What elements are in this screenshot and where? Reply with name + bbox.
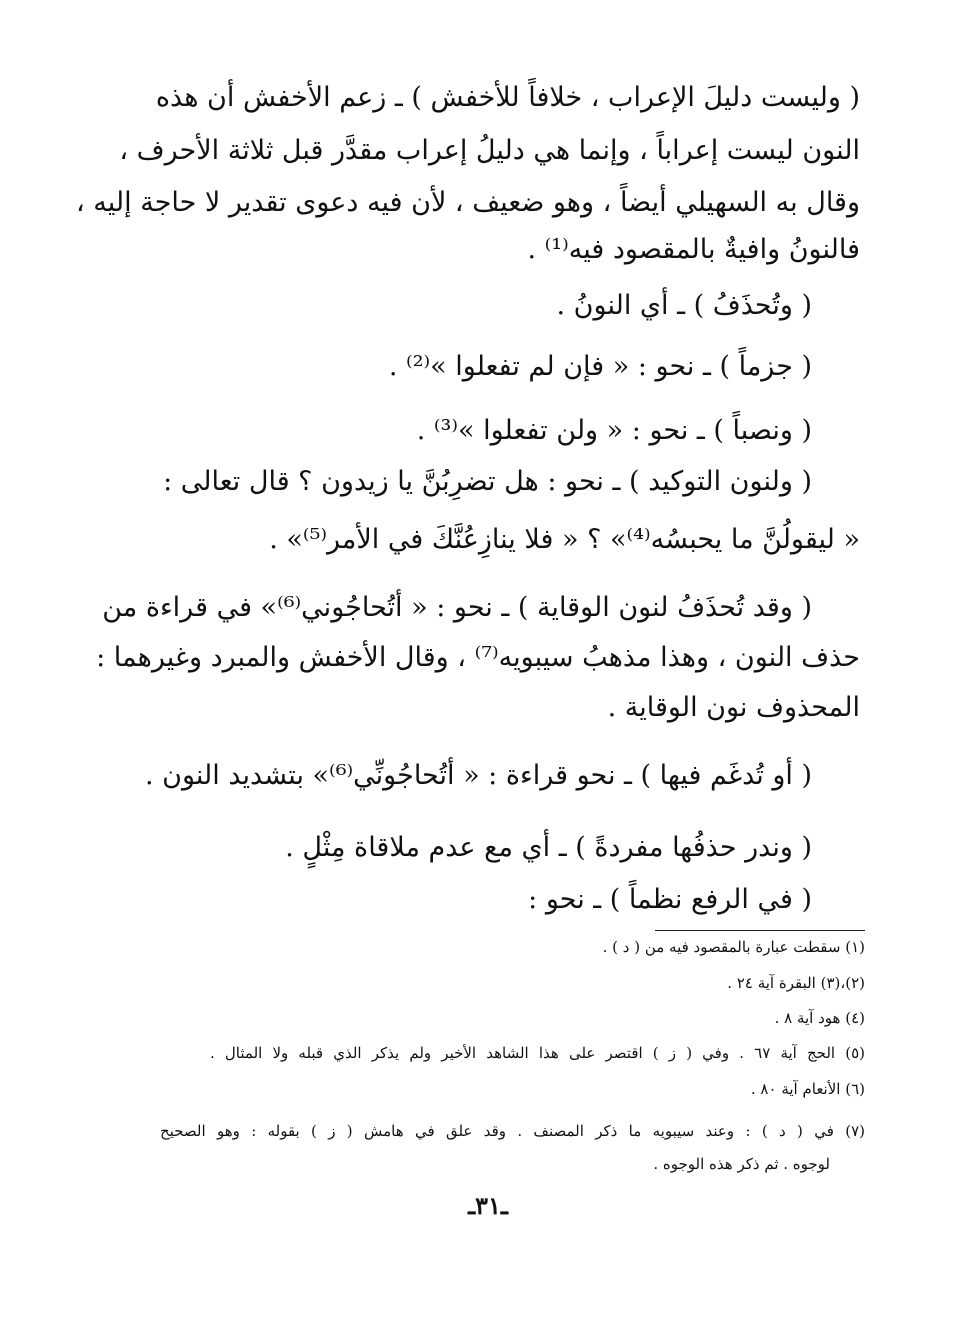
page-number: ـ٣١ـ <box>468 1191 508 1220</box>
body-line-7: ( ونصباً ) ـ نحو : « ولن تفعلوا »⁽³⁾ . <box>416 415 812 446</box>
footnote-separator <box>655 930 865 931</box>
footnote-2: (٢)،(٣) البقرة آية ٢٤ . <box>727 974 865 992</box>
body-line-5: ( وتُحذَفُ ) ـ أي النونُ . <box>556 290 812 321</box>
footnote-4: (٥) الحج آية ٦٧ . وفي ( ز ) اقتصر على هذا الشاهد الأخير ولم يذكر الذي قبله ولا المثال . <box>210 1044 865 1062</box>
body-line-11: حذف النون ، وهذا مذهبُ سيبويه⁽⁷⁾ ، وقال الأخفش والمبرد وغيرهما : <box>96 642 860 673</box>
footnote-3: (٤) هود آية ٨ . <box>774 1009 865 1027</box>
body-line-4: فالنونُ وافيةٌ بالمقصود فيه⁽¹⁾ . <box>527 234 860 265</box>
body-line-13: ( أو تُدغَم فيها ) ـ نحو قراءة : « أتُحاجُونِّي⁽⁶⁾» بتشديد النون . <box>144 760 812 791</box>
footnote-6-continued: لوجوه . ثم ذكر هذه الوجوه . <box>653 1155 830 1173</box>
footnote-6: (٧) في ( د ) : وعند سيبويه ما ذكر المصنف . وقد علق في هامش ( ز ) بقوله : وهو الصحيح <box>160 1122 865 1140</box>
body-line-9: « ليقولُنَّ ما يحبسُه⁽⁴⁾» ؟ « فلا ينازِعُنَّكَ في الأمر⁽⁵⁾» . <box>269 524 860 555</box>
body-line-6: ( جزماً ) ـ نحو : « فإن لم تفعلوا »⁽²⁾ . <box>388 351 812 382</box>
body-line-8: ( ولنون التوكيد ) ـ نحو : هل تضرِبُنَّ يا زيدون ؟ قال تعالى : <box>163 466 812 497</box>
footnote-5: (٦) الأنعام آية ٨٠ . <box>750 1080 865 1098</box>
body-line-14: ( وندر حذفُها مفردةً ) ـ أي مع عدم ملاقاة مِثْلٍ . <box>285 832 812 863</box>
body-line-3: وقال به السهيلي أيضاً ، وهو ضعيف ، لأن فيه دعوى تقدير لا حاجة إليه ، <box>75 187 860 218</box>
body-line-10: ( وقد تُحذَفُ لنون الوقاية ) ـ نحو : « أتُحاجُوني⁽⁶⁾» في قراءة من <box>102 592 812 623</box>
body-line-15: ( في الرفع نظماً ) ـ نحو : <box>528 884 812 915</box>
body-line-2: النون ليست إعراباً ، وإنما هي دليلُ إعراب مقدَّر قبل ثلاثة الأحرف ، <box>119 135 860 166</box>
footnote-1: (١) سقطت عبارة بالمقصود فيه من ( د ) . <box>602 938 865 956</box>
body-line-1: ( وليست دليلَ الإعراب ، خلافاً للأخفش ) ـ زعم الأخفش أن هذه <box>155 82 860 113</box>
body-line-12: المحذوف نون الوقاية . <box>607 692 860 723</box>
